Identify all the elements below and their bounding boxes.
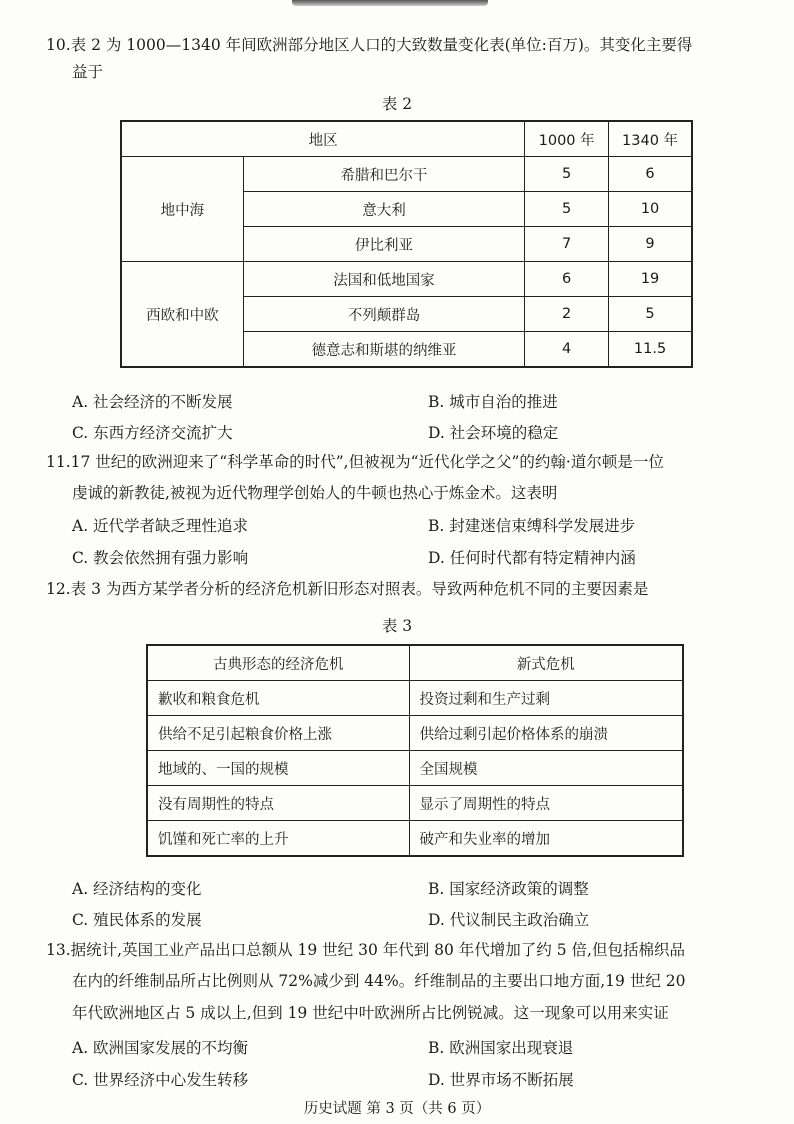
row-1340: 5	[609, 297, 692, 332]
row-name: 不列颠群岛	[243, 297, 524, 332]
header-old-crisis: 古典形态的经济危机	[148, 646, 410, 681]
q10-option-a[interactable]: A. 社会经济的不断发展	[72, 393, 233, 411]
new-crisis-cell: 供给过剩引起价格体系的崩溃	[409, 716, 682, 751]
table-row	[148, 821, 683, 856]
row-1000: 4	[525, 332, 609, 367]
row-1340: 6	[609, 157, 692, 192]
header-1000: 1000 年	[525, 122, 609, 157]
row-1340: 9	[609, 227, 692, 262]
row-1000: 6	[525, 262, 609, 297]
q11-stem-line1: 11.17 世纪的欧洲迎来了“科学革命的时代”,但被视为“近代化学之父”的约翰·道尔顿是一位	[46, 453, 664, 471]
q10-option-d[interactable]: D. 社会环境的稳定	[428, 424, 559, 442]
q13-option-c[interactable]: C. 世界经济中心发生转移	[72, 1071, 249, 1089]
table-row	[148, 786, 683, 821]
q12-option-b[interactable]: B. 国家经济政策的调整	[428, 880, 589, 898]
table3-caption: 表 3	[381, 617, 413, 635]
table-row	[122, 262, 692, 297]
new-crisis-cell: 显示了周期性的特点	[409, 786, 682, 821]
old-crisis-cell: 饥馑和死亡率的上升	[148, 821, 410, 856]
table-3	[147, 645, 683, 856]
table-2	[121, 121, 692, 367]
old-crisis-cell: 没有周期性的特点	[148, 786, 410, 821]
q11-option-c[interactable]: C. 教会依然拥有强力影响	[72, 549, 249, 567]
table-row	[148, 681, 683, 716]
page-footer: 历史试题 第 3 页（共 6 页）	[303, 1101, 491, 1117]
row-name: 德意志和斯堪的纳维亚	[243, 332, 524, 367]
q11-stem-line2: 虔诚的新教徒,被视为近代物理学创始人的牛顿也热心于炼金术。这表明	[72, 484, 558, 502]
row-1000: 2	[525, 297, 609, 332]
row-name: 伊比利亚	[243, 227, 524, 262]
q10-stem-line2: 益于	[72, 63, 104, 81]
new-crisis-cell: 破产和失业率的增加	[409, 821, 682, 856]
row-1000: 5	[525, 157, 609, 192]
row-1340: 11.5	[609, 332, 692, 367]
old-crisis-cell: 歉收和粮食危机	[148, 681, 410, 716]
q12-stem-line1: 12.表 3 为西方某学者分析的经济危机新旧形态对照表。导致两种危机不同的主要因素是	[46, 580, 649, 598]
old-crisis-cell: 地域的、一国的规模	[148, 751, 410, 786]
new-crisis-cell: 全国规模	[409, 751, 682, 786]
q13-option-a[interactable]: A. 欧洲国家发展的不均衡	[72, 1039, 249, 1057]
q13-stem-line1: 13.据统计,英国工业产品出口总额从 19 世纪 30 年代到 80 年代增加了约 5 倍,但包括棉织品	[46, 941, 685, 959]
q11-option-d[interactable]: D. 任何时代都有特定精神内涵	[428, 549, 636, 567]
group-west-central-europe: 西欧和中欧	[122, 262, 244, 367]
q11-option-a[interactable]: A. 近代学者缺乏理性追求	[72, 517, 249, 535]
q12-option-c[interactable]: C. 殖民体系的发展	[72, 911, 202, 929]
q10-option-b[interactable]: B. 城市自治的推进	[428, 393, 558, 411]
header-1340: 1340 年	[609, 122, 692, 157]
header-region: 地区	[122, 122, 525, 157]
new-crisis-cell: 投资过剩和生产过剩	[409, 681, 682, 716]
q12-option-d[interactable]: D. 代议制民主政治确立	[428, 911, 590, 929]
q11-option-b[interactable]: B. 封建迷信束缚科学发展进步	[428, 517, 636, 535]
q13-option-d[interactable]: D. 世界市场不断拓展	[428, 1071, 574, 1089]
q13-stem-line3: 年代欧洲地区占 5 成以上,但到 19 世纪中叶欧洲所占比例锐减。这一现象可以用来实证	[72, 1004, 669, 1022]
group-mediterranean: 地中海	[122, 157, 244, 262]
q12-option-a[interactable]: A. 经济结构的变化	[72, 880, 202, 898]
row-1000: 5	[525, 192, 609, 227]
q13-option-b[interactable]: B. 欧洲国家出现衰退	[428, 1039, 574, 1057]
q13-stem-line2: 在内的纤维制品所占比例则从 72%减少到 44%。纤维制品的主要出口地方面,19 世纪 20	[72, 972, 686, 990]
table-row	[148, 751, 683, 786]
q10-stem-line1: 10.表 2 为 1000—1340 年间欧洲部分地区人口的大致数量变化表(单位:百万)。其变化主要得	[46, 36, 693, 54]
row-name: 希腊和巴尔干	[243, 157, 524, 192]
row-1340: 10	[609, 192, 692, 227]
row-1000: 7	[525, 227, 609, 262]
table-row	[148, 716, 683, 751]
scan-edge-mark	[292, 0, 488, 6]
table2-caption: 表 2	[381, 95, 413, 113]
row-name: 意大利	[243, 192, 524, 227]
old-crisis-cell: 供给不足引起粮食价格上涨	[148, 716, 410, 751]
q10-option-c[interactable]: C. 东西方经济交流扩大	[72, 424, 233, 442]
table-row	[122, 157, 692, 192]
header-new-crisis: 新式危机	[409, 646, 682, 681]
table-header-row	[122, 122, 692, 157]
table-header-row	[148, 646, 683, 681]
row-name: 法国和低地国家	[243, 262, 524, 297]
row-1340: 19	[609, 262, 692, 297]
